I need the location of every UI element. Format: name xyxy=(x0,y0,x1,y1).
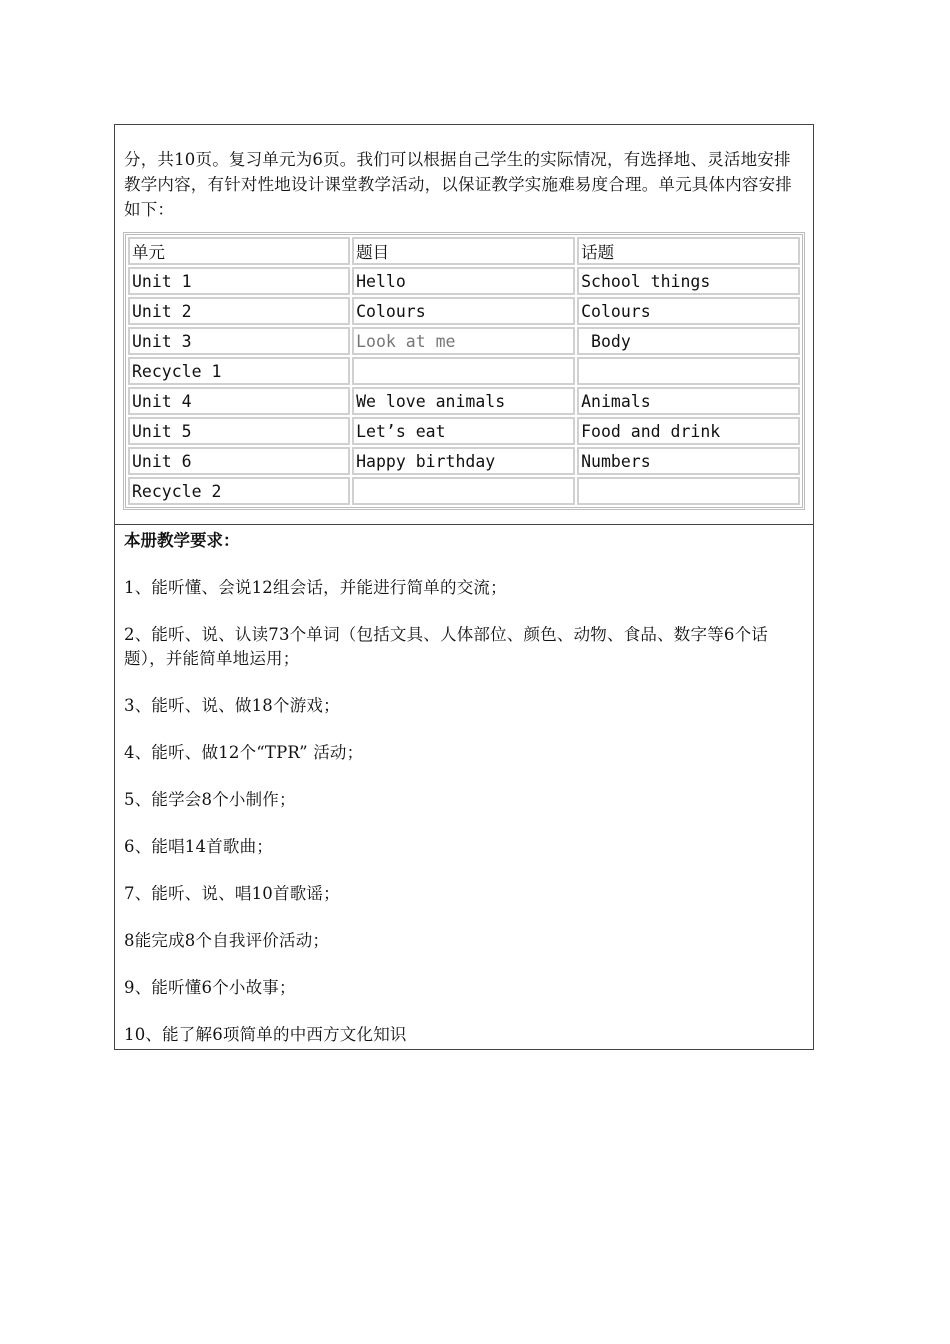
requirement-item: 7、能听、说、唱10首歌谣； xyxy=(124,884,340,903)
cell-title: Look at me xyxy=(352,327,575,355)
requirement-item: 1、能听懂、会说12组会话，并能进行简单的交流； xyxy=(124,578,507,597)
requirement-item: 4、能听、做12个“TPR” 活动； xyxy=(124,743,364,762)
table-row xyxy=(128,357,800,385)
cell-unit: Unit 5 xyxy=(128,417,350,445)
cell-unit: Unit 4 xyxy=(128,387,350,415)
header-title: 题目 xyxy=(352,237,575,265)
cell-topic: Colours xyxy=(577,297,800,325)
requirement-item: 9、能听懂6个小故事； xyxy=(124,978,296,997)
cell-title: Colours xyxy=(352,297,575,325)
cell-title: Happy birthday xyxy=(352,447,575,475)
cell-unit: Unit 3 xyxy=(128,327,350,355)
requirements-title: 本册教学要求： xyxy=(124,531,240,550)
table-row xyxy=(128,267,800,295)
table-row xyxy=(128,297,800,325)
cell-title xyxy=(352,357,575,385)
header-topic: 话题 xyxy=(577,237,800,265)
requirement-item: 2、能听、说、认读73个单词（包括文具、人体部位、颜色、动物、食品、数字等6个话题），并能简单地运用； xyxy=(124,625,768,668)
cell-topic: Body xyxy=(577,327,800,355)
table-row xyxy=(128,417,800,445)
cell-title: Hello xyxy=(352,267,575,295)
table-header-row xyxy=(128,237,800,265)
intro-paragraph: 分，共10页。复习单元为6页。我们可以根据自己学生的实际情况，有选择地、灵活地安排教学内容，有针对性地设计课堂教学活动，以保证教学实施难易度合理。单元具体内容安排如下： xyxy=(124,150,792,219)
cell-unit: Recycle 2 xyxy=(128,477,350,505)
unit-overview-section xyxy=(115,125,813,525)
requirement-item: 3、能听、说、做18个游戏； xyxy=(124,696,340,715)
document-frame xyxy=(114,124,814,1050)
cell-title: Let’s eat xyxy=(352,417,575,445)
cell-unit: Unit 1 xyxy=(128,267,350,295)
requirement-item: 6、能唱14首歌曲； xyxy=(124,837,273,856)
unit-table xyxy=(123,232,805,510)
cell-topic: School things xyxy=(577,267,800,295)
cell-topic xyxy=(577,357,800,385)
requirement-item: 5、能学会8个小制作； xyxy=(124,790,296,809)
requirements-section xyxy=(115,525,813,1049)
cell-topic: Food and drink xyxy=(577,417,800,445)
cell-topic: Animals xyxy=(577,387,800,415)
table-row xyxy=(128,327,800,355)
requirement-item: 10、能了解6项简单的中西方文化知识 xyxy=(124,1025,407,1044)
cell-unit: Unit 2 xyxy=(128,297,350,325)
cell-unit: Unit 6 xyxy=(128,447,350,475)
table-row xyxy=(128,447,800,475)
table-row xyxy=(128,477,800,505)
header-unit: 单元 xyxy=(128,237,350,265)
cell-title xyxy=(352,477,575,505)
table-row xyxy=(128,387,800,415)
cell-unit: Recycle 1 xyxy=(128,357,350,385)
cell-title: We love animals xyxy=(352,387,575,415)
requirement-item: 8能完成8个自我评价活动； xyxy=(124,931,330,950)
cell-topic: Numbers xyxy=(577,447,800,475)
cell-topic xyxy=(577,477,800,505)
